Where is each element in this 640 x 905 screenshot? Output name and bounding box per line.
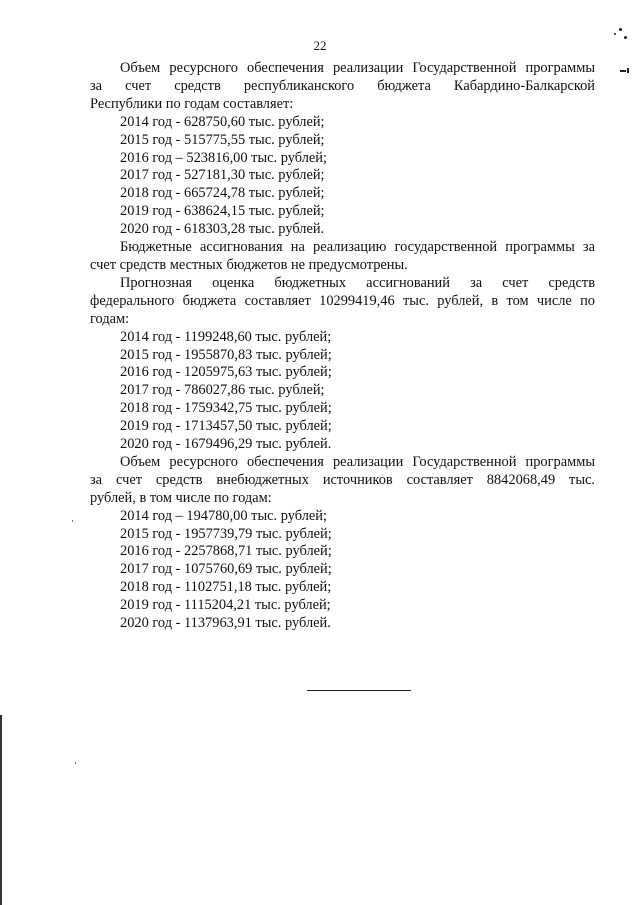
paragraph-line: Республики по годам составляет: — [90, 95, 294, 112]
local-budget-paragraph — [90, 239, 595, 275]
scan-speck — [614, 33, 616, 35]
republican-budget-paragraph — [90, 60, 595, 114]
year-amount-item: 2019 год - 1713457,50 тыс. рублей; — [120, 418, 332, 435]
year-amount-item: 2020 год - 1137963,91 тыс. рублей. — [120, 615, 331, 632]
year-amount-item: 2015 год - 1957739,79 тыс. рублей; — [120, 525, 332, 542]
year-amount-item: 2020 год - 618303,28 тыс. рублей. — [120, 221, 325, 238]
year-amount-item: 2016 год - 1205975,63 тыс. рублей; — [120, 364, 332, 381]
paragraph-line: Объем ресурсного обеспечения реализации Государственной программы — [120, 453, 595, 470]
scan-speck — [620, 70, 626, 72]
year-amount-item: 2016 год – 523816,00 тыс. рублей; — [120, 149, 327, 166]
scan-edge-line — [0, 715, 2, 905]
year-amount-item: 2014 год - 628750,60 тыс. рублей; — [120, 113, 325, 130]
year-amount-item: 2019 год - 1115204,21 тыс. рублей; — [120, 597, 331, 614]
year-amount-item: 2015 год - 515775,55 тыс. рублей; — [120, 131, 325, 148]
year-amount-item: 2014 год – 194780,00 тыс. рублей; — [120, 507, 327, 524]
year-amount-item: 2015 год - 1955870,83 тыс. рублей; — [120, 346, 332, 363]
year-amount-item: 2018 год - 1102751,18 тыс. рублей; — [120, 579, 332, 596]
year-amount-item: 2017 год - 527181,30 тыс. рублей; — [120, 167, 325, 184]
paragraph-line: федерального бюджета составляет 10299419,46 тыс. рублей, в том числе по — [90, 292, 595, 309]
year-amount-item: 2017 год - 786027,86 тыс. рублей; — [120, 382, 325, 399]
document-body — [90, 60, 595, 633]
year-amount-item: 2017 год - 1075760,69 тыс. рублей; — [120, 561, 332, 578]
scan-speck — [72, 520, 73, 522]
year-amount-item: 2016 год - 2257868,71 тыс. рублей; — [120, 543, 332, 560]
year-amount-item: 2019 год - 638624,15 тыс. рублей; — [120, 203, 325, 220]
paragraph-line: за счет средств внебюджетных источников составляет 8842068,49 тыс. — [90, 471, 595, 488]
scan-speck — [627, 68, 629, 73]
scan-speck — [624, 36, 627, 39]
paragraph-line: годам: — [90, 310, 130, 327]
paragraph-line: Прогнозная оценка бюджетных ассигнований за счет средств — [120, 274, 595, 291]
year-amount-item: 2014 год - 1199248,60 тыс. рублей; — [120, 328, 332, 345]
paragraph-line: Бюджетные ассигнования на реализацию государственной программы за — [120, 239, 595, 256]
scan-speck — [619, 28, 622, 31]
paragraph-line: за счет средств республиканского бюджета Кабардино-Балкарской — [90, 77, 595, 94]
federal-budget-paragraph — [90, 275, 595, 329]
extrabudgetary-paragraph — [90, 454, 595, 508]
paragraph-line: рублей, в том числе по годам: — [90, 489, 272, 506]
paragraph-line: счет средств местных бюджетов не предусмотрены. — [90, 256, 408, 273]
page-number: 22 — [313, 38, 327, 53]
year-amount-item: 2018 год - 665724,78 тыс. рублей; — [120, 185, 325, 202]
scan-speck — [75, 762, 76, 764]
republican-budget-year-list — [90, 114, 595, 239]
paragraph-line: Объем ресурсного обеспечения реализации Государственной программы — [120, 60, 595, 76]
end-divider-line — [307, 690, 411, 691]
year-amount-item: 2020 год - 1679496,29 тыс. рублей. — [120, 436, 332, 453]
federal-budget-year-list — [90, 329, 595, 454]
extrabudgetary-year-list — [90, 508, 595, 633]
year-amount-item: 2018 год - 1759342,75 тыс. рублей; — [120, 400, 332, 417]
